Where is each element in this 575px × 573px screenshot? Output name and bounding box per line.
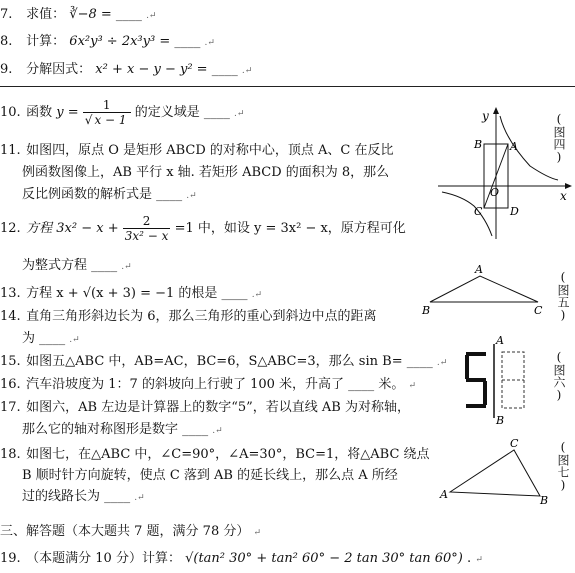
question-text: 那么它的轴对称图形是数字 <box>22 422 179 437</box>
answer-blank[interactable]: ____ <box>104 489 131 504</box>
question-text: 直角三角形斜边长为 6，那么三角形的重心到斜边中点的距离 <box>26 309 377 324</box>
y-label: y <box>482 109 489 123</box>
question-text: 为整式方程 <box>22 258 88 273</box>
question-number: 7. <box>0 7 13 22</box>
figure-5-caption: (图五) <box>556 270 570 322</box>
point-d-label: D <box>510 205 519 218</box>
question-text: （本题满分 10 分）计算： <box>26 551 181 566</box>
question-text: 的定义域是 <box>134 105 200 120</box>
answer-blank[interactable]: ____ <box>115 7 142 22</box>
question-text: 如图四，原点 O 是矩形 ABCD 的对称中心，顶点 A、C 在反比 <box>26 143 394 158</box>
question-text: 反比例函数的解析式是 <box>22 187 153 202</box>
segment-lower-right <box>483 381 487 405</box>
point-b-label: B <box>422 304 431 317</box>
question-number: 11. <box>0 143 21 158</box>
question-11-line-3: 反比例函数的解析式是 ____ .↵ <box>22 187 197 202</box>
answer-blank[interactable]: ____ <box>221 286 248 301</box>
question-text: 如图五△ABC 中，AB=AC，BC=6，S△ABC=3，那么 sin B= <box>26 354 403 369</box>
question-number: 12. <box>0 221 21 236</box>
point-b-label: B <box>496 414 505 424</box>
segment-bottom <box>466 404 486 408</box>
figure-5 <box>420 262 545 320</box>
question-18-line-3: 过的线路长为 ____ .↵ <box>22 489 145 504</box>
section-title: 三、解答题（本大题共 7 题，满分 78 分） <box>0 524 250 539</box>
answer-blank[interactable]: ____ <box>174 34 201 49</box>
question-9: 9. 分解因式： x² + x − y − y² = ____ .↵ <box>0 62 253 77</box>
point-b-label: B <box>474 138 483 151</box>
math-expression: √(tan² 30° + tan² 60° − 2 tan 30° tan 60°) <box>185 551 463 566</box>
question-14-line-2: 为 ____ .↵ <box>22 331 80 346</box>
answer-blank[interactable]: ____ <box>348 377 375 392</box>
answer-blank[interactable]: ____ <box>156 187 183 202</box>
question-number: 18. <box>0 447 21 462</box>
figure-7 <box>438 436 558 506</box>
fraction-numerator: 2 <box>123 214 171 229</box>
question-text: 汽车沿坡度为 1：7 的斜坡向上行驶了 100 米，升高了 <box>26 377 345 392</box>
fraction-denominator: √ x − 1 <box>84 113 127 127</box>
question-number: 9. <box>0 62 13 77</box>
question-text: B 顺时针方向旋转，使点 C 落到 AB 的延长线上，那么点 A 所经 <box>22 468 398 483</box>
point-c-label: C <box>510 437 519 450</box>
question-text: 如图七，在△ABC 中，∠C=90°，∠A=30°，BC=1，将△ABC 绕点 <box>26 447 430 462</box>
figure-6 <box>460 334 535 424</box>
question-number: 16. <box>0 377 21 392</box>
question-number: 10. <box>0 105 21 120</box>
question-text: 函数 <box>26 105 57 120</box>
question-number: 8. <box>0 34 13 49</box>
question-text: 求值： <box>26 7 66 22</box>
question-11-line-2 <box>22 164 389 182</box>
question-13: 13. 方程 x + √(x + 3) = −1 的根是 ____ .↵ <box>0 286 263 301</box>
question-15: 15. 如图五△ABC 中，AB=AC，BC=6，S△ABC=3，那么 sin B= ____ .↵ <box>0 354 448 369</box>
question-10: 10. 函数 y = $\frac{1}{√ x - 1}$ 的定义域是 ____ .↵ <box>0 98 245 127</box>
question-12-line-1 <box>0 214 406 243</box>
point-a-label: A <box>510 140 518 153</box>
math-expression: 6x²y³ ÷ 2x³y³ = <box>69 34 171 49</box>
question-text: 分解因式： <box>26 62 92 77</box>
triangle-abc <box>430 276 538 302</box>
section-divider <box>0 86 575 87</box>
answer-blank[interactable]: ____ <box>211 62 238 77</box>
question-number: 17. <box>0 400 21 415</box>
question-text: 过的线路长为 <box>22 489 101 504</box>
question-number: 13. <box>0 286 21 301</box>
question-text: 例函数图像上，AB 平行 x 轴. 若矩形 ABCD 的面积为 8，那么 <box>22 165 390 180</box>
point-b-label: B <box>540 494 549 506</box>
x-label: x <box>560 189 567 203</box>
figure-7-caption: (图七) <box>556 440 570 492</box>
question-18-line-2 <box>22 467 398 485</box>
math-expression: 方程 3x² − x + <box>26 221 119 236</box>
question-text: =1 中，如设 y = 3x² − x，原方程可化 <box>174 221 406 236</box>
question-19: 19. （本题满分 10 分）计算： √(tan² 30° + tan² 60° − 2 tan 30° tan 60°) . ↵ <box>0 551 483 566</box>
answer-blank[interactable]: ____ <box>406 354 433 369</box>
fraction-numerator: 1 <box>83 98 131 113</box>
question-number: 14. <box>0 309 21 324</box>
answer-blank[interactable]: ____ <box>39 331 66 346</box>
math-expression: ∛−8 = <box>69 7 112 22</box>
question-number: 15. <box>0 354 21 369</box>
y-axis-arrow-icon <box>493 107 499 114</box>
question-16: 16. 汽车沿坡度为 1：7 的斜坡向上行驶了 100 米，升高了 ____ 米。 ↵ <box>0 377 417 392</box>
question-11-line-1 <box>0 142 393 160</box>
answer-blank[interactable]: ____ <box>182 422 209 437</box>
origin-label: O <box>490 186 500 199</box>
question-text: 如图六，AB 左边是计算器上的数字“5”，若以直线 AB 为对称轴， <box>26 400 410 415</box>
question-text: 计算： <box>26 34 66 49</box>
question-number: 19. <box>0 551 21 566</box>
question-14-line-1 <box>0 308 377 326</box>
hyperbola-branch-right <box>500 116 558 180</box>
math-expression: x² + x − y − y² = <box>95 62 208 77</box>
question-7: 7. 求值： ∛−8 = ____ .↵ <box>0 7 157 22</box>
question-18-line-1 <box>0 446 430 464</box>
answer-blank[interactable]: ____ <box>203 105 230 120</box>
question-12-line-2: 为整式方程 ____ .↵ <box>22 258 132 273</box>
question-text: 为 <box>22 331 36 346</box>
answer-blank[interactable]: ____ <box>91 258 118 273</box>
fraction-denominator: 3x² − x <box>124 229 169 243</box>
question-17-line-1 <box>0 399 410 417</box>
fraction <box>83 98 131 127</box>
section-3-heading: 三、解答题（本大题共 7 题，满分 78 分） ↵ <box>0 524 262 539</box>
point-c-label: C <box>474 205 483 218</box>
question-text: 方程 x + √(x + 3) = −1 的根是 <box>26 286 218 301</box>
fraction <box>123 214 171 243</box>
triangle-abc <box>450 450 540 496</box>
point-a-label: A <box>440 488 448 501</box>
point-a-label: A <box>475 263 483 276</box>
segment-upper-left <box>465 355 469 379</box>
point-a-label: A <box>496 334 504 347</box>
figure-6-caption: (图六) <box>552 350 566 402</box>
question-17-line-2: 那么它的轴对称图形是数字 ____ .↵ <box>22 422 223 437</box>
math-expression: y = <box>56 105 79 120</box>
question-8: 8. 计算： 6x²y³ ÷ 2x³y³ = ____ .↵ <box>0 34 215 49</box>
figure-4-caption: (图四) <box>552 112 566 164</box>
unit-text: 米。 <box>378 377 405 392</box>
point-c-label: C <box>534 304 543 317</box>
